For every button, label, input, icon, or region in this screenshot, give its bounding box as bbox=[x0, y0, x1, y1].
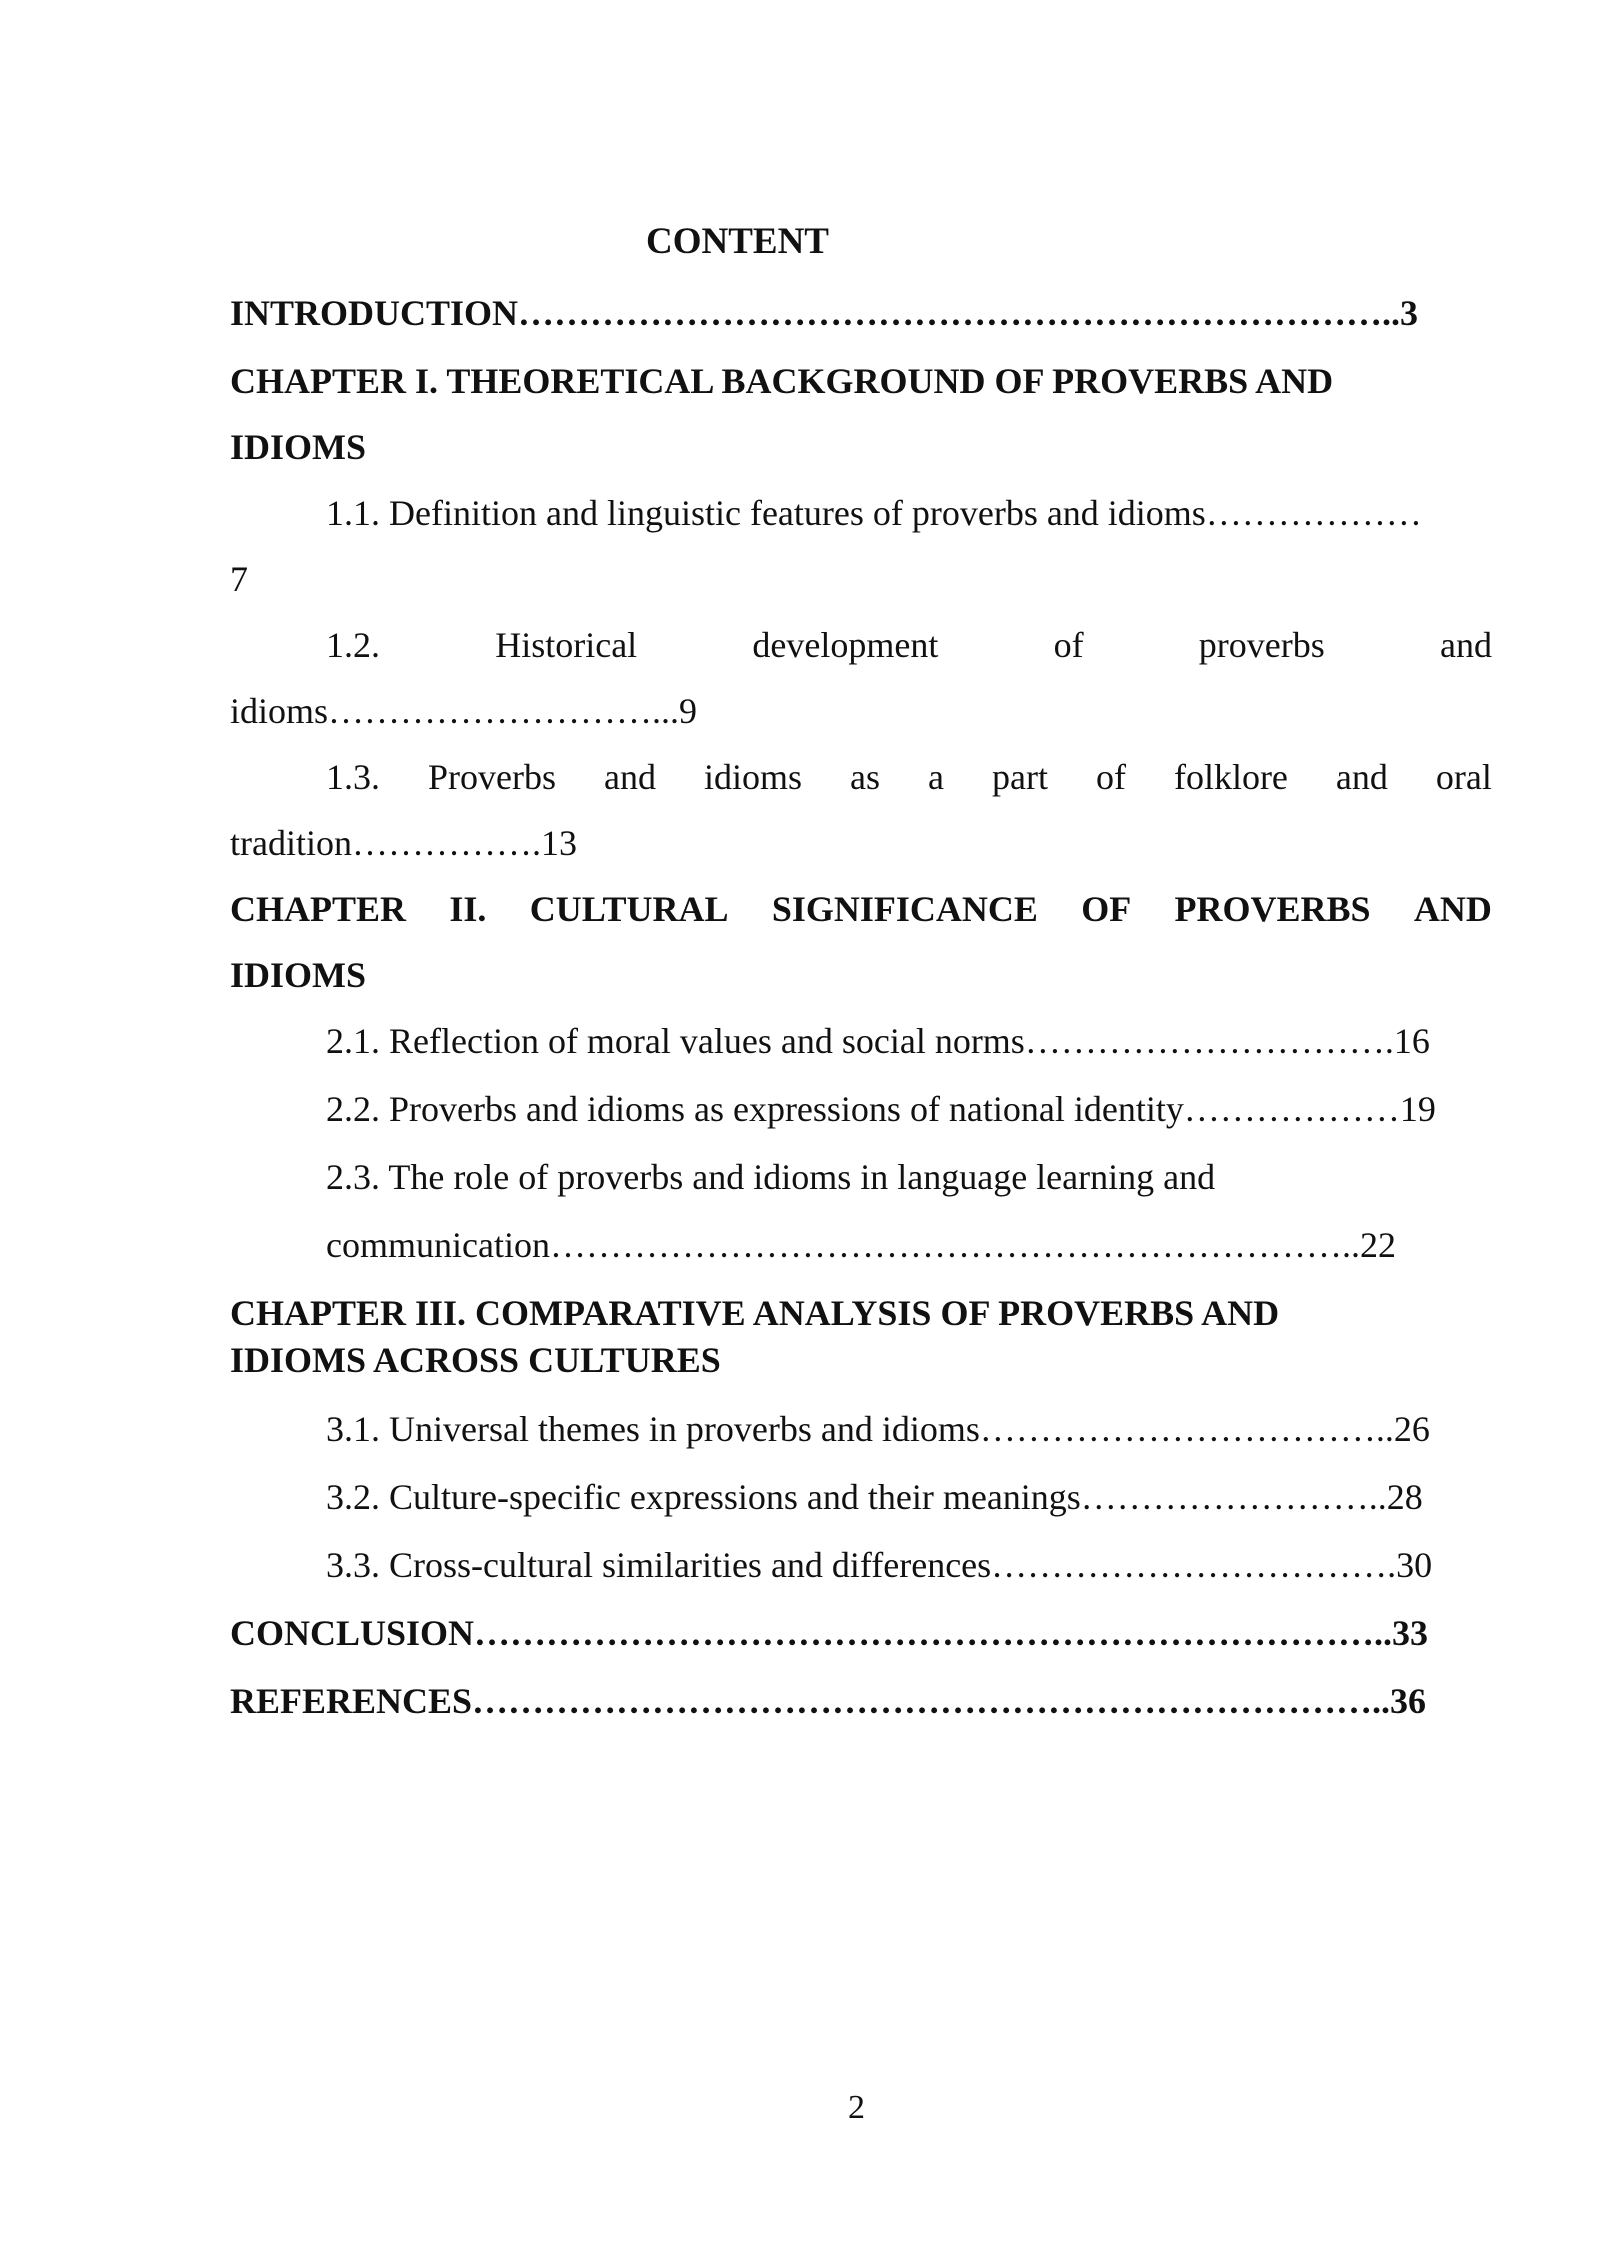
toc-word: and bbox=[604, 757, 656, 797]
toc-word: proverbs bbox=[1198, 625, 1325, 665]
toc-word: PROVERBS bbox=[1174, 889, 1371, 929]
toc-word: SIGNIFICANCE bbox=[771, 889, 1038, 929]
toc-introduction: INTRODUCTION………………………………………………………………..3 bbox=[230, 293, 1419, 333]
toc-word: OF bbox=[1081, 889, 1132, 929]
toc-section-1-3 bbox=[326, 754, 1492, 800]
toc-word: Historical bbox=[495, 625, 638, 665]
toc-word: and bbox=[1439, 625, 1492, 665]
toc-word: development bbox=[752, 625, 939, 665]
toc-section-2-1: 2.1. Reflection of moral values and social norms………………………….16 bbox=[326, 1021, 1430, 1061]
toc-references: REFERENCES…………………………………………………………………..36 bbox=[230, 1681, 1427, 1721]
toc-conclusion: CONCLUSION…………………………………………………………………..33 bbox=[230, 1613, 1429, 1653]
toc-chapter-2-line-2: IDIOMS bbox=[230, 955, 367, 995]
toc-chapter-3-line-2: IDIOMS ACROSS CULTURES bbox=[230, 1340, 721, 1380]
toc-word: folklore bbox=[1173, 757, 1288, 797]
toc-word: and bbox=[1335, 757, 1388, 797]
toc-word: CULTURAL bbox=[529, 889, 729, 929]
toc-section-1-3-line-2: tradition…………….13 bbox=[230, 823, 577, 863]
toc-section-1-1-page: 7 bbox=[230, 559, 248, 599]
toc-chapter-1-line-1: CHAPTER I. THEORETICAL BACKGROUND OF PROVERBS AND bbox=[230, 361, 1334, 401]
toc-word: AND bbox=[1413, 889, 1492, 929]
toc-word: 1.2. bbox=[326, 625, 380, 665]
toc-section-3-1: 3.1. Universal themes in proverbs and idioms……………………………..26 bbox=[326, 1409, 1430, 1449]
toc-section-1-2 bbox=[326, 622, 1492, 668]
toc-word: CHAPTER bbox=[230, 889, 407, 929]
toc-word: oral bbox=[1435, 757, 1492, 797]
toc-word: idioms bbox=[703, 757, 802, 797]
toc-section-2-3-line-1: 2.3. The role of proverbs and idioms in language learning and bbox=[326, 1157, 1216, 1197]
toc-word: of bbox=[1053, 625, 1084, 665]
toc-section-2-3-line-2: communication…………………………………………………………..22 bbox=[326, 1225, 1396, 1265]
toc-title: CONTENT bbox=[646, 221, 829, 262]
toc-word: of bbox=[1095, 757, 1126, 797]
toc-word: part bbox=[991, 757, 1048, 797]
page-number: 2 bbox=[848, 2089, 865, 2126]
toc-word: a bbox=[928, 757, 944, 797]
toc-chapter-3-line-1: CHAPTER III. COMPARATIVE ANALYSIS OF PROVERBS AND bbox=[230, 1293, 1280, 1333]
toc-word: Proverbs bbox=[428, 757, 556, 797]
toc-section-2-2: 2.2. Proverbs and idioms as expressions of national identity………………19 bbox=[326, 1089, 1436, 1129]
toc-word: 1.3. bbox=[326, 757, 380, 797]
toc-word: II. bbox=[449, 889, 487, 929]
toc-section-3-3: 3.3. Cross-cultural similarities and differences…………………………….30 bbox=[326, 1545, 1433, 1585]
toc-section-3-2: 3.2. Culture-specific expressions and their meanings……………………..28 bbox=[326, 1477, 1423, 1517]
toc-chapter-2-line-1 bbox=[230, 886, 1492, 932]
toc-word: as bbox=[850, 757, 880, 797]
toc-chapter-1-line-2: IDIOMS bbox=[230, 427, 367, 467]
toc-section-1-2-line-2: idioms………………………...9 bbox=[230, 691, 698, 731]
toc-section-1-1: 1.1. Definition and linguistic features of proverbs and idioms……………… bbox=[326, 493, 1422, 533]
